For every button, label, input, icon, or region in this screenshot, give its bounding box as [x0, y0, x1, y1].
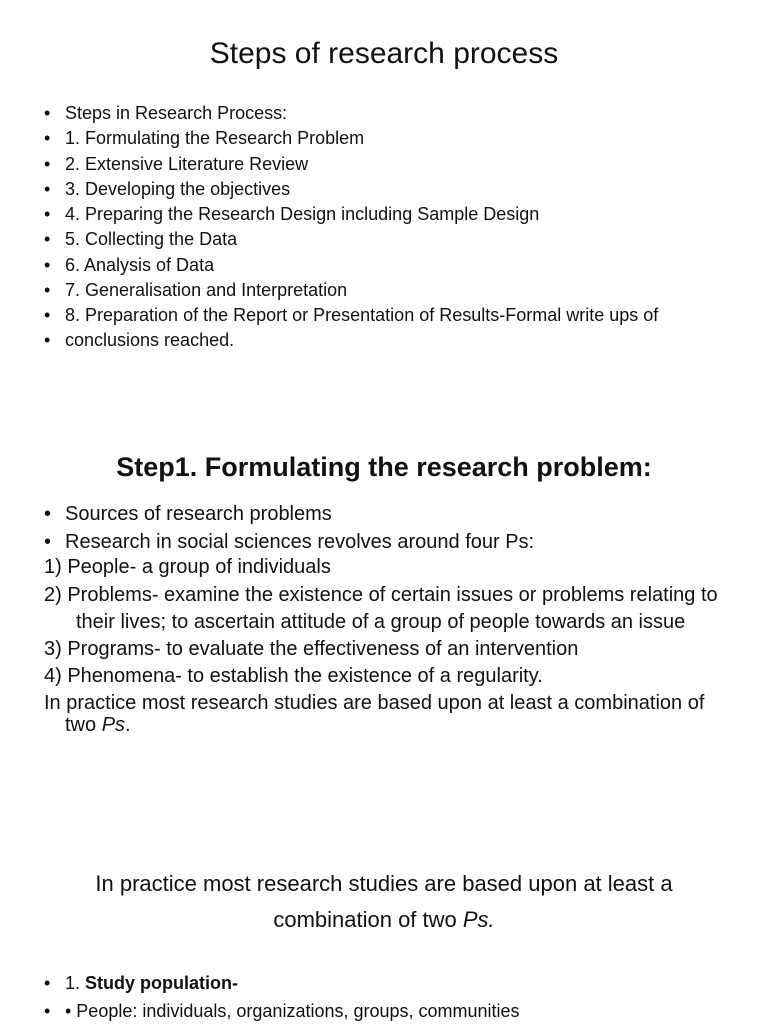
list-item: • 8. Preparation of the Report or Presentation of Results-Formal write ups of [44, 306, 724, 325]
research-steps-list [44, 101, 724, 354]
practice-note [44, 692, 734, 736]
practice-note-end: . [125, 714, 131, 736]
slide-heading [0, 866, 768, 938]
list-item: • • People: individuals, organizations, groups, communities [44, 997, 744, 1025]
list-item: • Steps in Research Process: [44, 101, 724, 126]
list-item: • 1. Formulating the Research Problem [44, 126, 724, 151]
list-item [44, 969, 744, 997]
list-item: • 7. Generalisation and Interpretation [44, 278, 724, 303]
heading-line-2-ps: Ps. [462, 907, 495, 932]
practice-note-ps: Ps [101, 714, 126, 736]
list-item: • Sources of research problems [44, 500, 724, 528]
list-item: • 4. Preparing the Research Design including Sample Design [44, 202, 724, 227]
study-population-list [44, 969, 744, 1025]
heading-line-1: In practice most research studies are based upon at least a [95, 871, 673, 896]
item-bold-label: Study population- [85, 973, 238, 993]
list-item: • 2. Extensive Literature Review [44, 152, 724, 177]
list-item: • Research in social sciences revolves around four Ps: [44, 528, 724, 556]
heading-line-2 [0, 902, 768, 938]
list-item: • 6. Analysis of Data [44, 253, 724, 278]
heading-line-2-text: combination of two [273, 907, 463, 932]
people-item: 1) People- a group of individuals [44, 556, 331, 578]
item-prefix: 1. [65, 973, 86, 993]
sources-list [44, 500, 724, 556]
phenomena-item: 4) Phenomena- to establish the existence of a regularity. [44, 665, 543, 687]
list-item: • conclusions reached. [44, 328, 724, 353]
list-item: • 5. Collecting the Data [44, 227, 724, 252]
four-ps-block [44, 556, 734, 741]
practice-note-text: In practice most research studies are based upon at least a combination of two [44, 692, 705, 736]
problems-item: 2) Problems- examine the existence of certain issues or problems relating to [44, 584, 718, 606]
list-item: • 3. Developing the objectives [44, 177, 724, 202]
programs-item: 3) Programs- to evaluate the effectiveness of an intervention [44, 638, 579, 660]
slide-title: Steps of research process [209, 37, 559, 70]
problems-item-continued: their lives; to ascertain attitude of a group of people towards an issue [76, 611, 686, 633]
slide-title: Step1. Formulating the research problem: [116, 452, 652, 482]
